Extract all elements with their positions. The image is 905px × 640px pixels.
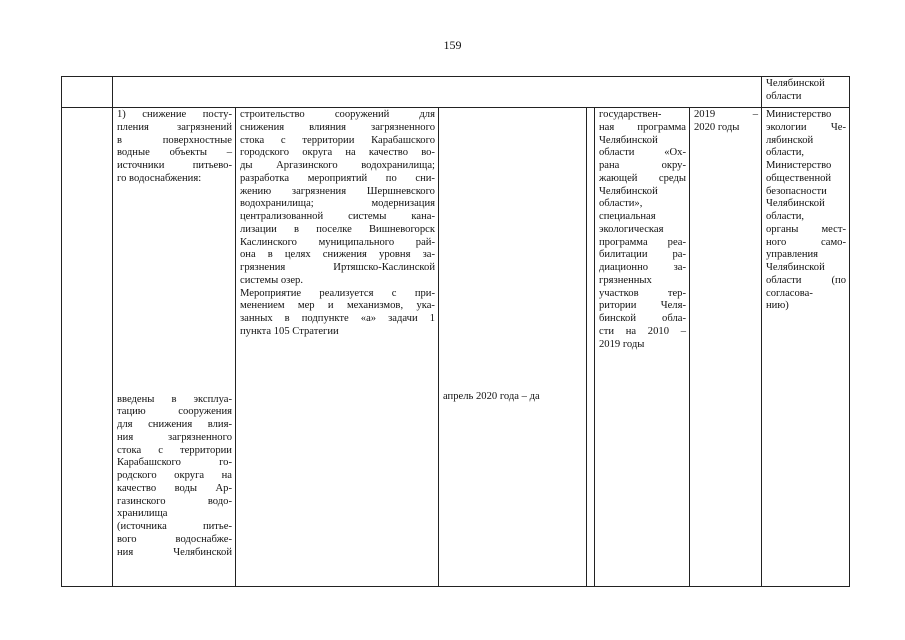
cell-empty: [62, 77, 113, 108]
text-line: городского округа на качество во-: [240, 147, 435, 159]
text-line: Карабашского го-: [117, 457, 232, 469]
text-line: диационно за-: [599, 262, 686, 273]
text-line: качество воды Ар-: [117, 482, 232, 494]
measures-table: [61, 76, 850, 587]
text-line: жающей среды: [599, 172, 686, 184]
cell-empty: [62, 108, 113, 587]
text-line: ритории Челя-: [599, 300, 686, 312]
text-line: 1) снижение посту-: [117, 109, 232, 120]
text-line: рана окру-: [599, 160, 686, 171]
measures-text: [240, 109, 435, 339]
cell-measures: [236, 108, 439, 587]
text-line: согласова-: [766, 287, 813, 299]
text-line: разработка мероприятий по сни-: [240, 172, 435, 184]
text-line: централизованной системы кана-: [240, 211, 435, 222]
text-line: управления: [766, 249, 819, 261]
text-line: ния загрязненного: [117, 431, 232, 443]
text-line: грязненных: [599, 274, 652, 286]
text-line: ного само-: [766, 236, 846, 248]
table-row: [62, 108, 850, 587]
text-line: ная программа: [599, 121, 686, 133]
text-line: участков тер-: [599, 287, 686, 299]
text-line: грязнения Иртяшско-Каслинской: [240, 262, 435, 273]
text-line: жению загрязнения Шершневского: [240, 185, 435, 197]
deadline-text: апрель 2020 года – да: [443, 391, 540, 402]
text-line: Мероприятие реализуется с при-: [240, 287, 435, 299]
table-row: [62, 77, 850, 108]
responsible-text: [766, 109, 846, 313]
cell-responsible: [762, 108, 850, 587]
text-line: билитации ра-: [599, 249, 686, 261]
text-line: газинского водо-: [117, 495, 232, 507]
text-line: Челябинской: [599, 134, 658, 146]
cell-empty: [113, 77, 762, 108]
text-line: для снижения влия-: [117, 419, 232, 430]
text-line: менением мер и механизмов, ука-: [240, 300, 435, 312]
spacer: [117, 186, 232, 394]
text-line: вого водоснабже-: [117, 533, 232, 545]
text-line: хранилища: [117, 508, 168, 520]
spacer: [443, 109, 583, 391]
text-line: общественной: [766, 172, 832, 184]
text-line: лябинской: [766, 134, 814, 146]
text-line: области «Ох-: [599, 147, 686, 159]
text-line: тацию сооружения: [117, 406, 232, 418]
page-number: 159: [443, 38, 462, 52]
text-line: Челябинской: [599, 185, 658, 197]
text-line: области»,: [599, 198, 643, 210]
text-line: системы озер.: [240, 274, 304, 286]
text-line: 2019 –: [694, 109, 758, 120]
text-line: Челябинской: [766, 198, 825, 210]
cell-objective: [113, 108, 236, 587]
text-line: специальная: [599, 211, 656, 222]
text-line: она в целях снижения уровня за-: [240, 249, 435, 261]
text-line: безопасности: [766, 185, 827, 197]
cell-program: [595, 108, 690, 587]
text-line: пления загрязнений: [117, 121, 232, 133]
text-line: Министерство: [766, 109, 832, 120]
text-line: ды Аргазинского водохранилища;: [240, 160, 435, 171]
text-line: программа реа-: [599, 236, 686, 248]
text-line: в поверхностные: [117, 134, 232, 146]
text-line: экологическая: [599, 223, 664, 235]
text-line: го водоснабжения:: [117, 172, 202, 184]
text-line: 2019 годы: [599, 338, 645, 350]
responsible-continued-text: [766, 78, 846, 104]
text-line: пункта 105 Стратегии: [240, 325, 339, 337]
text-line: (источника питье-: [117, 521, 232, 532]
program-text: [599, 109, 686, 351]
text-line: ния Челябинской: [117, 546, 232, 558]
text-line: родского округа на: [117, 470, 232, 481]
text-line: области,: [766, 147, 805, 159]
result-text: [117, 394, 232, 560]
text-line: бинской обла-: [599, 313, 686, 324]
text-line: области: [766, 90, 802, 102]
text-line: области,: [766, 211, 805, 222]
text-line: Министерство: [766, 160, 832, 171]
cell-empty: [587, 108, 595, 587]
cell-deadline: [439, 108, 587, 587]
text-line: нию): [766, 300, 789, 312]
text-line: Челябинской: [766, 78, 825, 89]
text-line: сти на 2010 –: [599, 325, 686, 337]
period-text: [694, 109, 758, 135]
cell-responsible-header: [762, 77, 850, 108]
text-line: лизации в поселке Вишневогорск: [240, 223, 435, 235]
objective-text: [117, 109, 232, 186]
cell-period: [690, 108, 762, 587]
text-line: водные объекты –: [117, 147, 232, 159]
text-line: области (по: [766, 274, 846, 286]
text-line: стока с территории: [117, 444, 232, 456]
text-line: органы мест-: [766, 223, 846, 235]
text-line: стока с территории Карабашского: [240, 134, 435, 146]
text-line: занных в подпункте «а» задачи 1: [240, 313, 435, 324]
text-line: Каслинского муниципального рай-: [240, 236, 435, 248]
text-line: источники питьево-: [117, 160, 232, 171]
text-line: строительство сооружений для: [240, 109, 435, 120]
text-line: экологии Че-: [766, 121, 846, 133]
text-line: введены в эксплуа-: [117, 393, 232, 405]
text-line: 2020 годы: [694, 121, 740, 133]
text-line: государствен-: [599, 109, 662, 120]
text-line: снижения влияния загрязненного: [240, 121, 435, 133]
text-line: водохранилища; модернизация: [240, 198, 435, 210]
text-line: Челябинской: [766, 262, 825, 273]
